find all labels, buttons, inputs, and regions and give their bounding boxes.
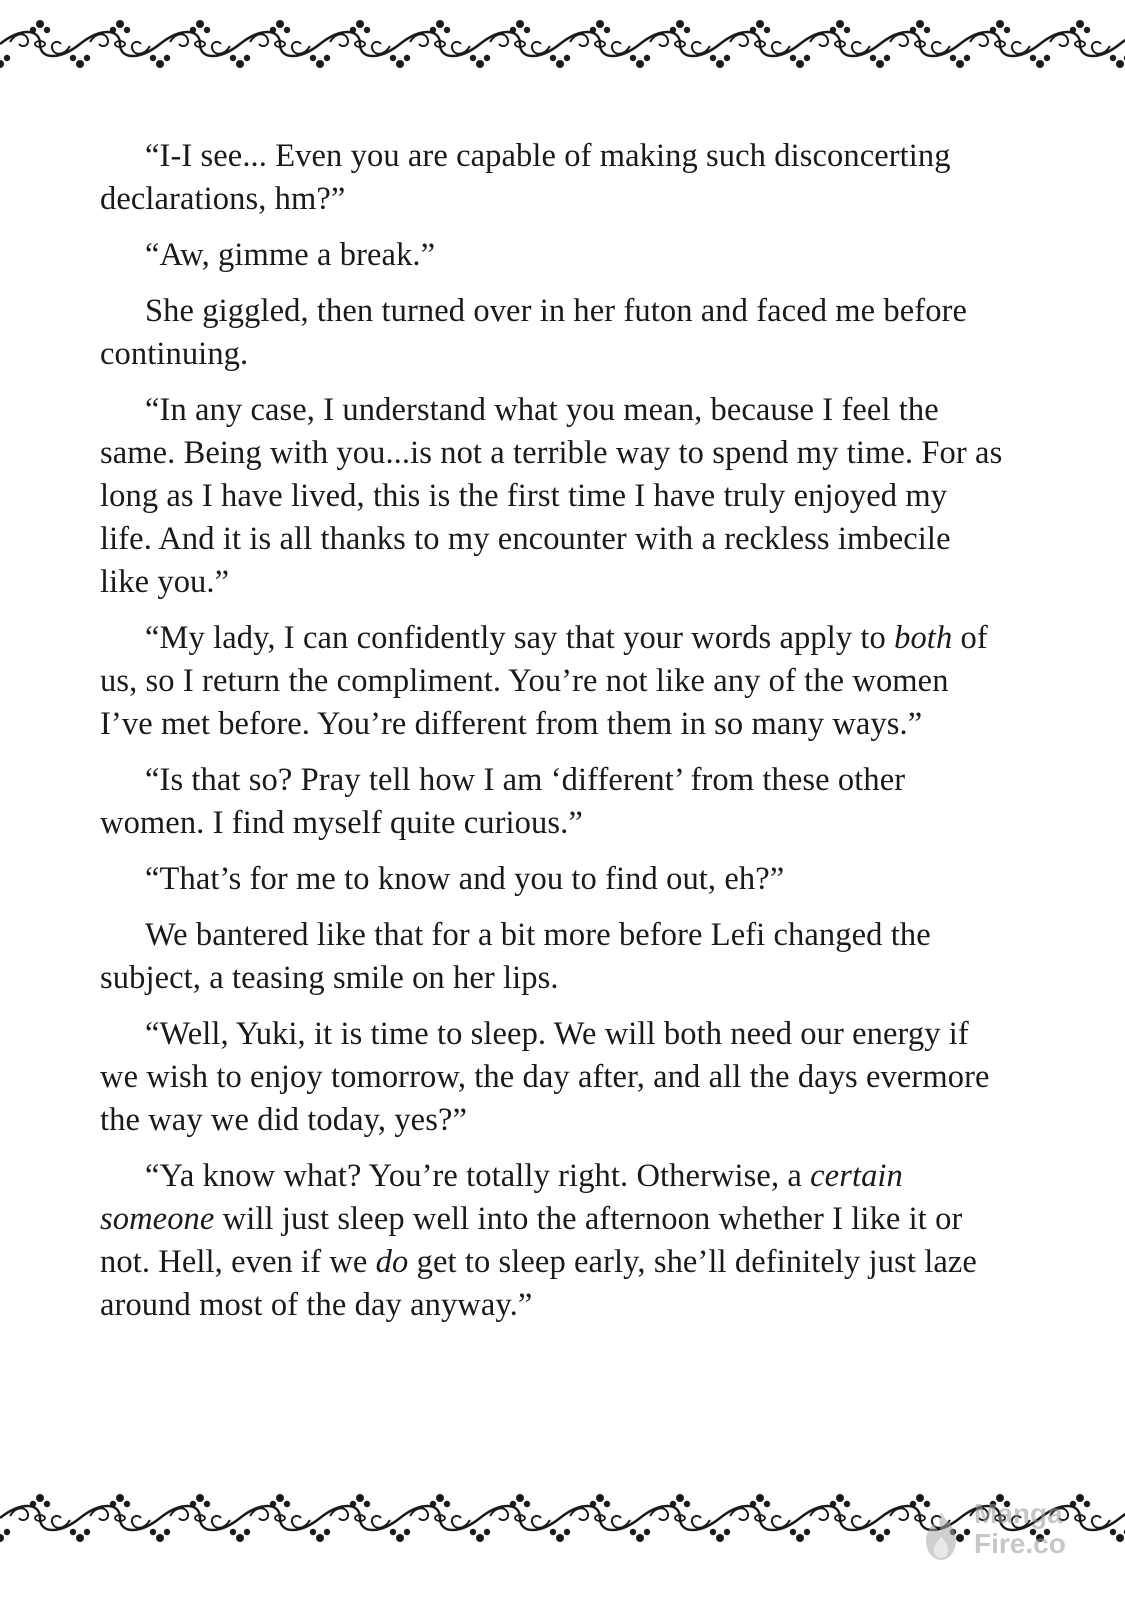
paragraph [100,290,1005,376]
paragraph [100,858,1005,901]
ornament-border-icon [0,14,1125,74]
text-run: will just sleep well into the afternoon whether I like it or not. Hell, even if we [100,1201,963,1280]
italic-text: do [375,1244,409,1280]
text-run: She giggled, then turned over in her futon and faced me before continuing. [100,293,968,372]
text-run: “Well, Yuki, it is time to sleep. We will both need our energy if we wish to enjoy tomorrow, the day after, and all the days evermore the way we did today, yes?” [100,1016,990,1138]
top-ornamental-border [0,14,1125,74]
paragraph [100,135,1005,221]
paragraph [100,759,1005,845]
text-run: “Aw, gimme a break.” [145,237,436,273]
paragraph [100,234,1005,277]
paragraph [100,389,1005,604]
paragraph [100,1155,1005,1327]
text-run: of us, so I return the compliment. You’re not like any of the women I’ve met before. You’re different from them in so many ways.” [100,620,988,742]
text-run: “Ya know what? You’re totally right. Otherwise, a [145,1158,811,1194]
watermark-line-1: Manga [974,1498,1063,1529]
paragraph [100,914,1005,1000]
page-text [100,135,1005,1340]
text-run: “My lady, I can confidently say that your words apply to [145,620,895,656]
text-run: get to sleep early, she’ll definitely just laze around most of the day anyway.” [100,1244,977,1323]
italic-text: both [894,620,953,656]
flame-icon [912,1508,970,1566]
text-run: “In any case, I understand what you mean, because I feel the same. Being with you...is not a terrible way to spend my time. For as long as I have lived, this is the first time I have truly enjoyed my life. And it is all thanks to my encounter with a reckless imbecile like you.” [100,392,1003,600]
text-run: We bantered like that for a bit more before Lefi changed the subject, a teasing smile on her lips. [100,917,931,996]
watermark-line-2: Fire.co [974,1528,1066,1559]
italic-text: certain someone [100,1158,903,1237]
watermark [912,1498,1082,1568]
text-run: “I-I see... Even you are capable of making such disconcerting declarations, hm?” [100,138,951,217]
text-run: “That’s for me to know and you to find out, eh?” [145,861,785,897]
text-run: “Is that so? Pray tell how I am ‘different’ from these other women. I find myself quite curious.” [100,762,906,841]
paragraph [100,1013,1005,1142]
paragraph [100,617,1005,746]
